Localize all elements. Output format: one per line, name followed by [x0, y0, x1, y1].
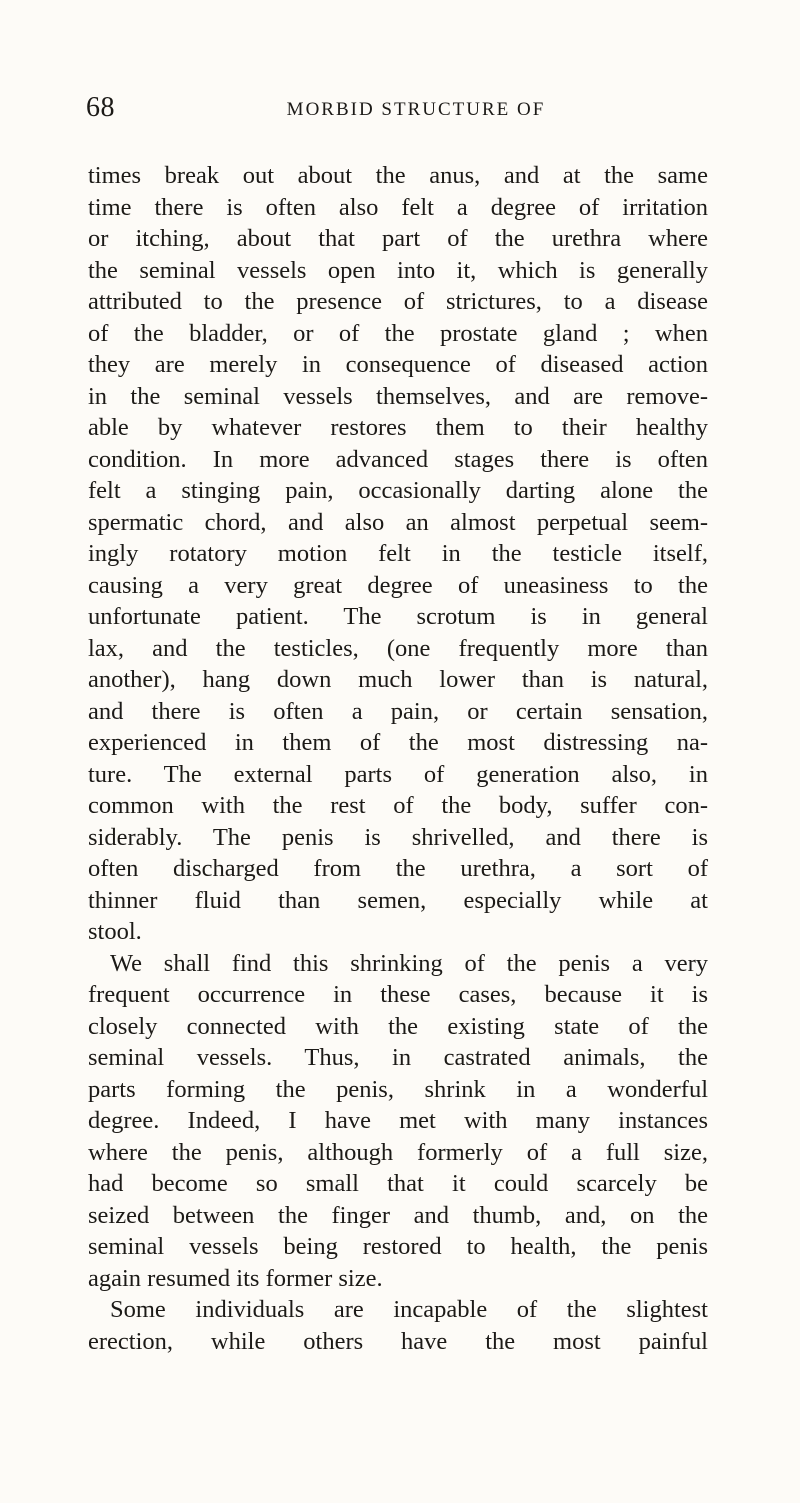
text-line: or itching, about that part of the urethra where — [88, 225, 708, 252]
text-line: felt a stinging pain, occasionally darting alone the — [88, 477, 708, 504]
page-number: 68 — [86, 92, 115, 123]
text-line: seminal vessels being restored to health, the penis — [88, 1233, 708, 1260]
text-line: times break out about the anus, and at the same — [88, 162, 708, 189]
text-line: thinner fluid than semen, especially while at — [88, 886, 708, 914]
text-line: again resumed its former size. — [88, 1264, 383, 1292]
text-line: parts forming the penis, shrink in a wonderful — [88, 1075, 708, 1103]
text-line: Some individuals are incapable of the slightest — [110, 1296, 708, 1323]
text-line: common with the rest of the body, suffer con- — [88, 792, 708, 819]
text-line: seminal vessels. Thus, in castrated animals, the — [88, 1044, 708, 1071]
text-line: closely connected with the existing state of the — [88, 1012, 708, 1040]
text-line: where the penis, although formerly of a full size, — [88, 1138, 708, 1166]
text-line: in the seminal vessels themselves, and are remove- — [88, 382, 708, 410]
text-line: We shall find this shrinking of the penis a very — [110, 949, 708, 977]
text-line: condition. In more advanced stages there is often — [88, 445, 708, 473]
text-line: the seminal vessels open into it, which is generally — [88, 256, 708, 284]
text-line: erection, while others have the most painful — [88, 1327, 708, 1355]
text-line: seized between the finger and thumb, and, on the — [88, 1201, 708, 1229]
text-line: ture. The external parts of generation also, in — [88, 760, 708, 788]
text-line: causing a very great degree of uneasiness to the — [88, 571, 708, 599]
body-text — [88, 160, 708, 1357]
text-line: ingly rotatory motion felt in the testicle itself, — [88, 540, 708, 567]
text-line: of the bladder, or of the prostate gland ; when — [88, 319, 708, 347]
text-line: and there is often a pain, or certain sensation, — [88, 697, 708, 725]
text-line: had become so small that it could scarcely be — [88, 1170, 708, 1197]
text-line: experienced in them of the most distressing na- — [88, 729, 708, 756]
text-line: spermatic chord, and also an almost perpetual seem- — [88, 508, 708, 536]
text-line: able by whatever restores them to their healthy — [88, 414, 708, 441]
page-header — [86, 92, 716, 132]
text-line: siderably. The penis is shrivelled, and there is — [88, 823, 708, 851]
text-line: time there is often also felt a degree of irritation — [88, 193, 708, 221]
text-line: unfortunate patient. The scrotum is in general — [88, 603, 708, 630]
text-line: another), hang down much lower than is natural, — [88, 666, 708, 693]
text-line: stool. — [88, 918, 142, 945]
text-line: degree. Indeed, I have met with many instances — [88, 1107, 708, 1134]
text-line: frequent occurrence in these cases, because it is — [88, 981, 708, 1008]
running-head: MORBID STRUCTURE OF — [286, 99, 546, 120]
text-line: they are merely in consequence of diseased action — [88, 351, 708, 378]
text-line: often discharged from the urethra, a sort of — [88, 855, 708, 882]
text-line: attributed to the presence of strictures, to a disease — [88, 288, 708, 315]
text-line: lax, and the testicles, (one frequently more than — [88, 634, 708, 662]
